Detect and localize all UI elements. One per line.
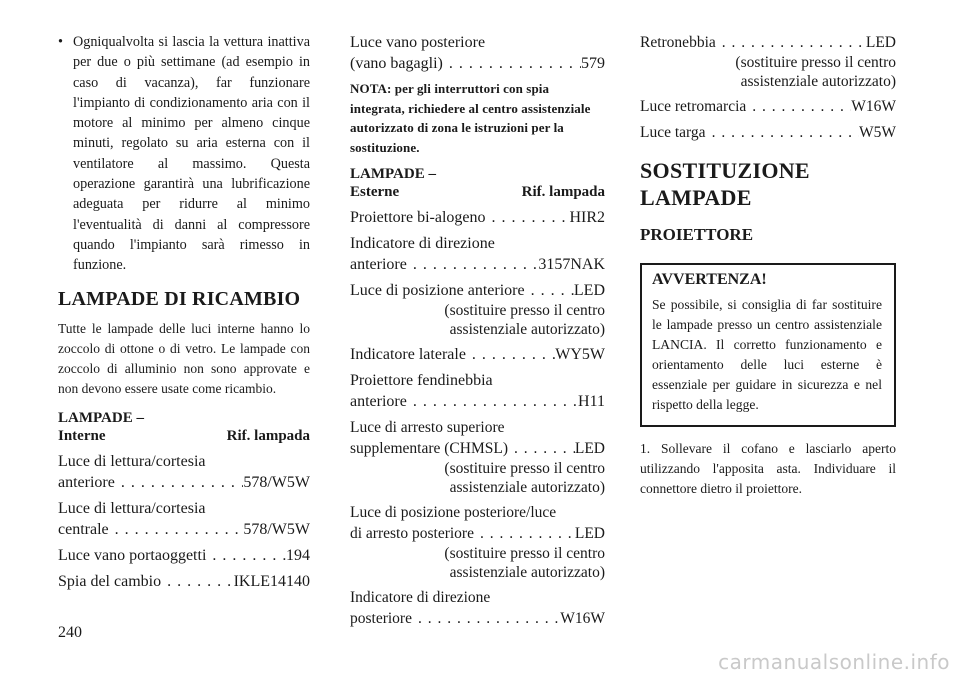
heading-line: SOSTITUZIONE bbox=[640, 158, 810, 183]
lamp-name: Indicatore laterale bbox=[350, 346, 466, 363]
interior-lamps-header bbox=[58, 409, 310, 445]
lamp-name: Spia del cambio bbox=[58, 572, 162, 590]
lamp-entry bbox=[350, 233, 605, 275]
header-category: Interne bbox=[58, 427, 106, 444]
warning-text: Se possibile, si consiglia di far sostituire le lampade presso un centro assistenziale LANCIA. Il corretto funzionamento e orientamento delle luci esterne è essenziale per guidare in sicurezza e nel rispetto della legge. bbox=[652, 297, 882, 412]
lamp-code: 578/W5W bbox=[243, 473, 310, 491]
lamp-name-cont: (vano bagagli) bbox=[350, 55, 443, 72]
lamp-code: IKLE14140 bbox=[233, 572, 310, 590]
lamp-name-cont: supplementare (CHMSL) bbox=[350, 440, 508, 457]
subsection-heading: PROIETTORE bbox=[640, 225, 754, 244]
lamp-code: 3157NAK bbox=[538, 256, 605, 273]
lamp-code: W16W bbox=[851, 98, 896, 115]
lamp-entry bbox=[350, 207, 605, 228]
lamp-code: HIR2 bbox=[569, 209, 605, 226]
header-ref: Rif. lampada bbox=[226, 427, 310, 444]
lamp-code: LED bbox=[573, 282, 605, 299]
section-heading: LAMPADE DI RICAMBIO bbox=[58, 287, 301, 310]
lamp-name-cont: anteriore bbox=[350, 393, 407, 410]
lamp-entry bbox=[58, 451, 310, 493]
lamp-name: Luce di arresto superiore bbox=[350, 419, 505, 436]
lamp-code: 578/W5W bbox=[243, 520, 310, 538]
column-left bbox=[58, 32, 310, 597]
heading-line: LAMPADE bbox=[640, 185, 752, 210]
bullet-text: Ogniqualvolta si lascia la vettura inattiva per due o più settimane (ad esempio in caso di vacanza), far funzionare l'impianto di condizionamento aria con il motore al minimo per almeno cinque minuti, regolato su aria esterna con il ventilatore al massimo. Questa operazione garantirà una lubrificazione adeguata per ridurre al minimo l'eventualità di danni al compressore quando l'impianto sarà rimesso in funzione. bbox=[73, 34, 310, 274]
bullet-paragraph bbox=[58, 32, 310, 276]
lamp-code: W16W bbox=[560, 610, 605, 627]
lamp-entry bbox=[640, 96, 896, 117]
lamp-name: Retronebbia bbox=[640, 34, 716, 51]
lamp-remark: (sostituire presso il centro bbox=[735, 54, 896, 71]
lamp-name-cont: di arresto posteriore bbox=[350, 525, 474, 542]
warning-title: AVVERTENZA! bbox=[652, 271, 767, 288]
lamp-entry bbox=[58, 498, 310, 540]
warning-box bbox=[640, 263, 896, 427]
lamp-name-cont: anteriore bbox=[58, 473, 115, 491]
bullet-icon: • bbox=[58, 34, 63, 50]
lamp-entry bbox=[350, 502, 605, 582]
lamp-remark: assistenziale autorizzato) bbox=[449, 479, 605, 496]
lamp-name: Luce di posizione posteriore/luce bbox=[350, 504, 557, 521]
lamp-name: Luce vano posteriore bbox=[350, 34, 486, 51]
lamp-code: 194 bbox=[286, 546, 310, 564]
lamp-code: LED bbox=[865, 34, 896, 51]
lamp-remark: (sostituire presso il centro bbox=[444, 302, 605, 319]
lamp-name: Luce vano portaoggetti bbox=[58, 546, 207, 564]
lamp-name: Indicatore di direzione bbox=[350, 235, 495, 252]
lamp-code: WY5W bbox=[555, 346, 605, 363]
lamp-remark: assistenziale autorizzato) bbox=[740, 73, 896, 90]
lamp-name: Luce di posizione anteriore bbox=[350, 282, 525, 299]
lamp-name: Luce di lettura/cortesia bbox=[58, 452, 206, 470]
note-paragraph: NOTA: per gli interruttori con spia integrata, richiedere al centro assistenziale autorizzato di zona le istruzioni per la sostituzione. bbox=[350, 81, 591, 155]
exterior-lamps-header bbox=[350, 165, 605, 201]
lamp-entry bbox=[350, 587, 605, 629]
lamp-entry bbox=[58, 571, 310, 592]
header-category: Esterne bbox=[350, 184, 400, 200]
watermark: carmanualsonline.info bbox=[718, 650, 950, 674]
lamp-name-cont: centrale bbox=[58, 520, 109, 538]
lamp-code: LED bbox=[574, 525, 605, 542]
page-number: 240 bbox=[58, 624, 82, 641]
lamp-entry bbox=[350, 32, 605, 74]
header-line1: LAMPADE – bbox=[350, 166, 436, 182]
header-ref: Rif. lampada bbox=[521, 184, 605, 200]
section-heading bbox=[640, 157, 896, 211]
lamp-entry bbox=[350, 344, 605, 365]
lamp-name: Indicatore di direzione bbox=[350, 589, 491, 606]
lamp-remark: assistenziale autorizzato) bbox=[449, 321, 605, 338]
lamp-name: Luce targa bbox=[640, 124, 706, 141]
lamp-code: H11 bbox=[578, 393, 605, 410]
lamp-entry bbox=[640, 122, 896, 143]
lamp-code: W5W bbox=[858, 124, 896, 141]
step-paragraph: 1. Sollevare il cofano e lasciarlo aperto utilizzando l'apposita asta. Individuare il connettore dietro il proiettore. bbox=[640, 441, 896, 496]
lamp-entry bbox=[350, 370, 605, 412]
lamp-name-cont: posteriore bbox=[350, 610, 412, 627]
lamp-name: Luce di lettura/cortesia bbox=[58, 499, 206, 517]
lamp-code: LED bbox=[574, 440, 605, 457]
lamp-code: 579 bbox=[581, 55, 605, 72]
lamp-entry bbox=[350, 417, 605, 497]
lamp-name: Luce retromarcia bbox=[640, 98, 747, 115]
lamp-name: Proiettore fendinebbia bbox=[350, 372, 493, 389]
lamp-entry bbox=[58, 545, 310, 566]
column-middle bbox=[350, 32, 605, 634]
lamp-entry bbox=[350, 280, 605, 339]
lamp-name: Proiettore bi-alogeno bbox=[350, 209, 486, 226]
column-right bbox=[640, 32, 896, 509]
intro-paragraph: Tutte le lampade delle luci interne hanno lo zoccolo di ottone o di vetro. Le lampade con zoccolo di alluminio non sono approvate e non devono essere usate come ricambio. bbox=[58, 320, 310, 396]
lamp-entry bbox=[640, 32, 896, 91]
lamp-name-cont: anteriore bbox=[350, 256, 407, 273]
lamp-remark: (sostituire presso il centro bbox=[444, 545, 605, 562]
lamp-remark: assistenziale autorizzato) bbox=[449, 564, 605, 581]
header-line1: LAMPADE – bbox=[58, 409, 144, 426]
lamp-remark: (sostituire presso il centro bbox=[444, 460, 605, 477]
